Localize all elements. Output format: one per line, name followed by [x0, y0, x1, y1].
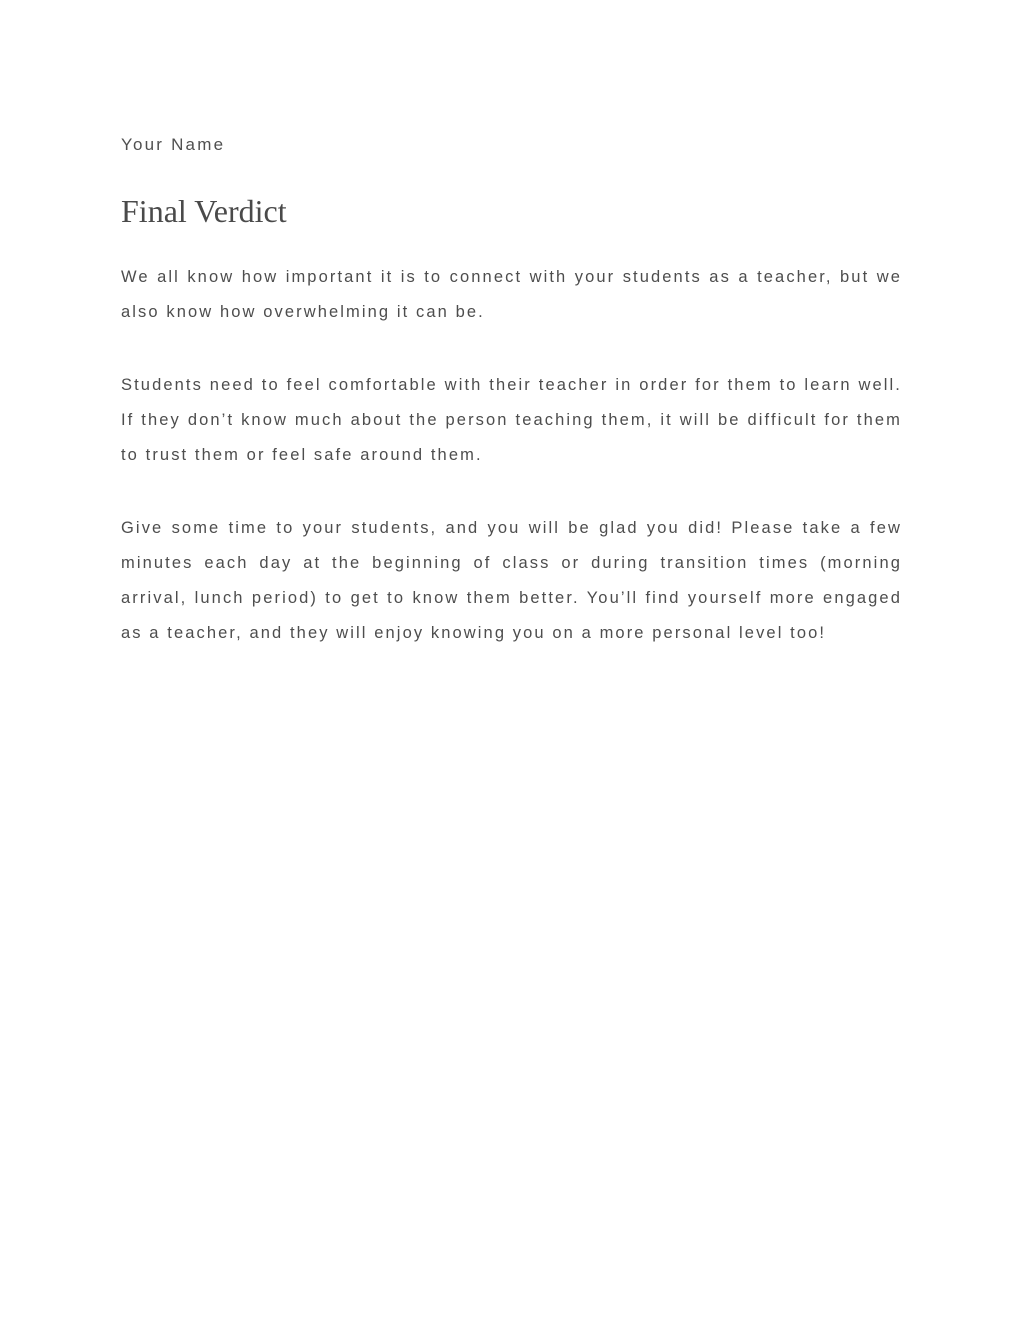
- author-name: Your Name: [121, 135, 226, 154]
- paragraph-intro: We all know how important it is to connect with your students as a teacher, but we also know how overwhelming it can be.: [121, 268, 902, 321]
- document-content: [121, 131, 902, 689]
- document-title: Final Verdict: [121, 193, 287, 229]
- paragraph-advice: Give some time to your students, and you will be glad you did! Please take a few minutes each day at the beginning of class or during transition times (morning arrival, lunch period) to get to know them better. You’ll find yourself more engaged as a teacher, and they will enjoy knowing you on a more personal level too!: [121, 519, 902, 642]
- document-body: [121, 260, 902, 651]
- paragraph-comfort: Students need to feel comfortable with their teacher in order for them to learn well. If they don’t know much about the person teaching them, it will be difficult for them to trust them or feel safe around them.: [121, 376, 902, 464]
